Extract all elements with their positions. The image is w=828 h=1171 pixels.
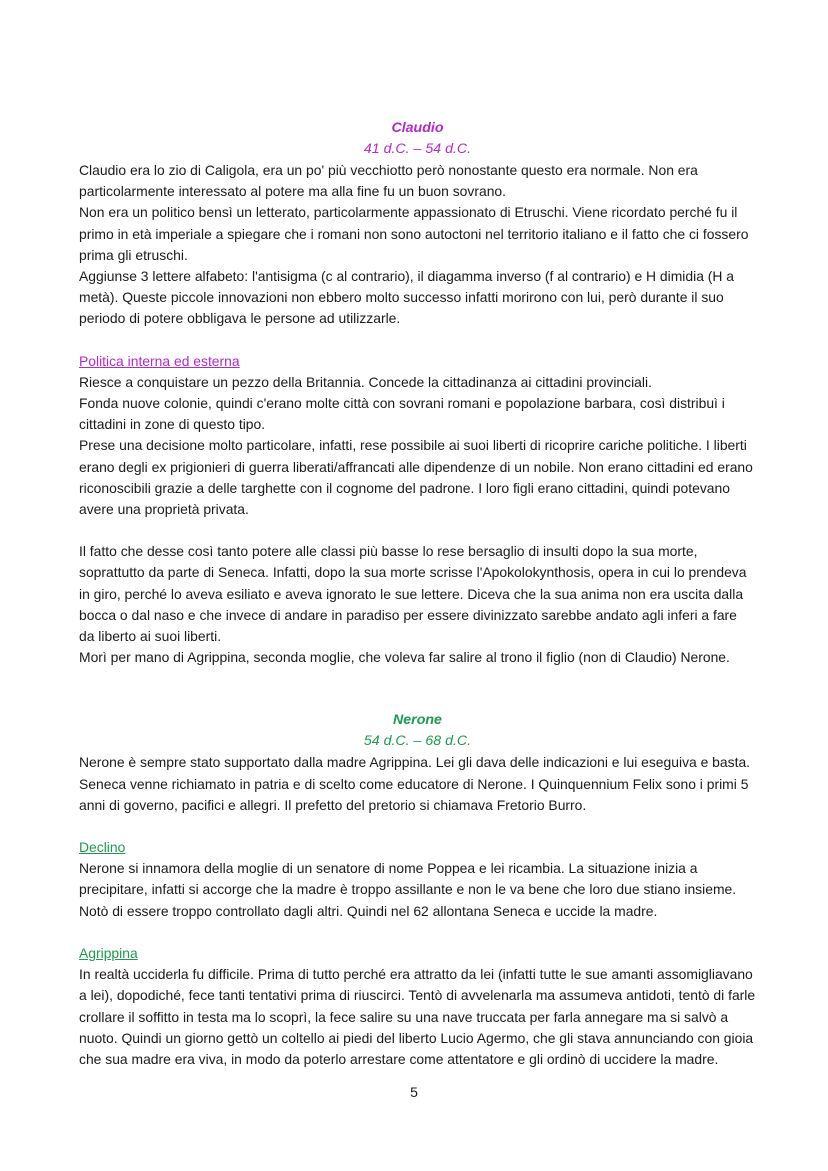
nerone-title: Nerone	[393, 712, 442, 729]
politica-paragraph: Morì per mano di Agrippina, seconda moglie, che voleva far salire al trono il figlio (non di Claudio) Nerone.	[79, 649, 730, 666]
page-number: 5	[410, 1084, 418, 1100]
claudio-paragraph: Non era un politico bensì un letterato, particolarmente appassionato di Etruschi. Viene ricordato perché fu il primo in età imperiale a spiegare che i romani non sono autoctoni nel territorio italiano e il fatto che ci fossero prima gli etruschi.	[79, 204, 749, 263]
declino-paragraph: Nerone si innamora della moglie di un senatore di nome Poppea e lei ricambia. La situazione inizia a precipitare, infatti si accorge che la madre è troppo assillante e non le va bene che loro due stiano insieme. Notò di essere troppo controllato dagli altri. Quindi nel 62 allontana Seneca e uccide la madre.	[79, 860, 737, 919]
claudio-title: Claudio	[391, 120, 444, 136]
nerone-intro: Nerone è sempre stato supportato dalla madre Agrippina. Lei gli dava delle indicazioni e lui eseguiva e basta. Seneca venne richiamato in patria e di scelto come educatore di Nerone. I Quinquennium Felix sono i primi 5 anni di governo, pacifici e allegri. Il prefetto del pretorio si chiamava Fretorio Burro.	[79, 754, 751, 813]
claudio-dates: 41 d.C. – 54 d.C.	[363, 141, 472, 157]
nerone-dates: 54 d.C. – 68 d.C.	[363, 733, 472, 750]
politica-paragraph: Fonda nuove colonie, quindi c'erano molte città con sovrani romani e popolazione barbara, così distribuì i cittadini in zone di questo tipo.	[79, 395, 725, 433]
agrippina-heading: Agrippina	[79, 944, 138, 961]
agrippina-paragraph: In realtà ucciderla fu difficile. Prima di tutto perché era attratto da lei (infatti tutte le sue amanti assomigliavano a lei), dopodiché, fece tanti tentativi prima di riuscirci. Tentò di avvelenarla ma assumeva antidoti, tentò di farle crollare il soffitto in testa ma lo scoprì, la fece salire su una nave truccata per farla annegare ma si salvò a nuoto. Quindi un giorno gettò un coltello ai piedi del liberto Lucio Agermo, che gli stava annunciando con gioia che sua madre era viva, in modo da poterlo arrestare come attentatore e gli ordinò di uccidere la madre.	[79, 966, 756, 1067]
declino-heading: Declino	[79, 839, 126, 856]
politica-paragraph: Riesce a conquistare un pezzo della Britannia. Concede la cittadinanza ai cittadini provinciali.	[79, 373, 652, 390]
politica-heading: Politica interna ed esterna	[79, 352, 240, 369]
politica-paragraph: Il fatto che desse così tanto potere alle classi più basse lo rese bersaglio di insulti dopo la sua morte, soprattutto da parte di Seneca. Infatti, dopo la sua morte scrisse l'Apokolokynthosis, opera in cui lo prendeva in giro, perché lo aveva esiliato e aveva ignorato le sue lettere. Diceva che la sua anima non era uscita dalla bocca o dal naso e che invece di andare in paradiso per essere divinizzato sarebbe andato agli inferi a fare da liberto ai suoi liberti.	[79, 543, 747, 645]
politica-paragraph: Prese una decisione molto particolare, infatti, rese possibile ai suoi liberti di ricoprire cariche politiche. I liberti erano degli ex prigionieri di guerra liberati/affrancati alle dipendenze di un nobile. Non erano cittadini ed erano riconoscibili grazie a delle targhette con il cognome del padrone. I loro figli erano cittadini, quindi potevano avere una proprietà privata.	[79, 437, 753, 518]
claudio-paragraph: Claudio era lo zio di Caligola, era un po' più vecchiotto però nonostante questo era normale. Non era particolarmente interessato al potere ma alla fine fu un buon sovrano.	[79, 162, 698, 200]
claudio-paragraph: Aggiunse 3 lettere alfabeto: l'antisigma (c al contrario), il diagamma inverso (f al contrario) e H dimidia (H a metà). Queste piccole innovazioni non ebbero molto successo infatti morirono con lui, però durante il suo periodo di potere obbligava le persone ad utilizzarle.	[79, 268, 735, 327]
